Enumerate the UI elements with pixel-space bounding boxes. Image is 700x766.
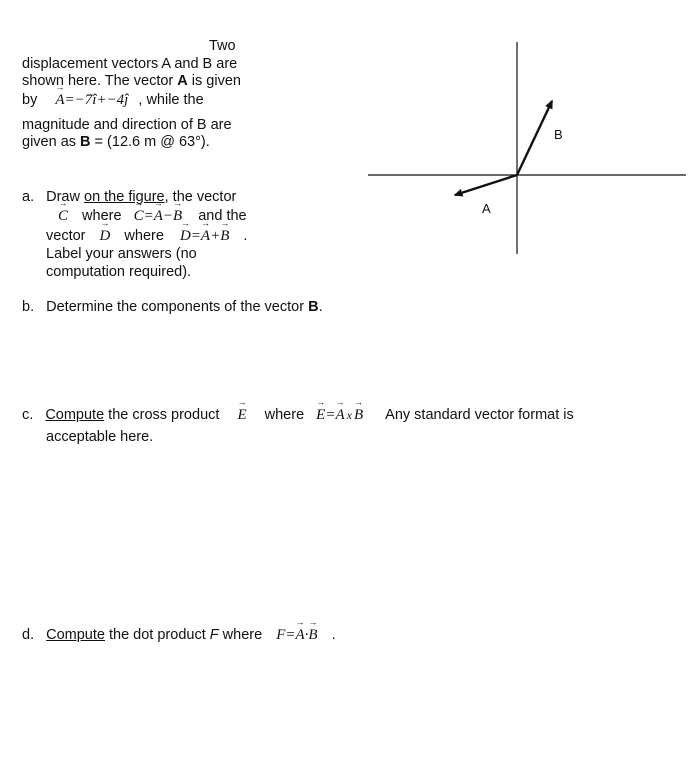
on-the-figure-link: on the figure bbox=[84, 189, 165, 205]
part-d: d. Compute the dot product F where F=→ A·→ B . bbox=[22, 626, 336, 644]
part-d-marker: d. bbox=[22, 627, 35, 643]
part-a-line-2: → C where → C=→ A−→ B and the bbox=[58, 207, 247, 225]
part-b: b. Determine the components of the vector B. bbox=[22, 299, 323, 315]
vector-c-equation: → C=→ A−→ B bbox=[134, 208, 183, 224]
vector-a-arrow bbox=[455, 175, 517, 195]
part-a-line-3: vector → D where → D=→ A+→ B . bbox=[46, 227, 247, 245]
part-a-line-1: a. Draw on the figure, the vector bbox=[22, 189, 237, 205]
vector-a-label: A bbox=[482, 201, 491, 216]
vector-b-label: B bbox=[554, 127, 563, 142]
intro-line-3: shown here. The vector A is given bbox=[22, 73, 241, 89]
cross-product-equation: → E=→ A x→ B bbox=[316, 407, 363, 423]
part-c-line-2: acceptable here. bbox=[46, 429, 154, 445]
dot-product-equation: F=→ A·→ B bbox=[276, 627, 317, 643]
intro-line-5: magnitude and direction of B are bbox=[22, 117, 232, 133]
vector-b-arrow bbox=[517, 101, 552, 175]
part-c-line-1: c. Compute the cross product → E where → E=→ A x→ B Any standard vector format is bbox=[22, 406, 574, 424]
part-a-line-5: computation required). bbox=[46, 264, 192, 280]
part-b-marker: b. bbox=[22, 299, 35, 315]
vector-a-equation: → A=−7î+−4ĵ bbox=[55, 92, 128, 108]
intro-line-1: Two bbox=[209, 38, 236, 54]
part-a-line-4: Label your answers (no bbox=[46, 246, 197, 262]
part-c-marker: c. bbox=[22, 407, 34, 423]
intro-line-6: given as B = (12.6 m @ 63°). bbox=[22, 134, 210, 150]
part-a-marker: a. bbox=[22, 189, 35, 205]
intro-line-4: by → A=−7î+−4ĵ , while the bbox=[22, 91, 204, 109]
compute-link-c: Compute bbox=[45, 407, 105, 423]
intro-line-2: displacement vectors A and B are bbox=[22, 56, 238, 72]
compute-link-d: Compute bbox=[46, 627, 105, 643]
vector-d-equation: → D=→ A+→ B bbox=[180, 228, 229, 244]
